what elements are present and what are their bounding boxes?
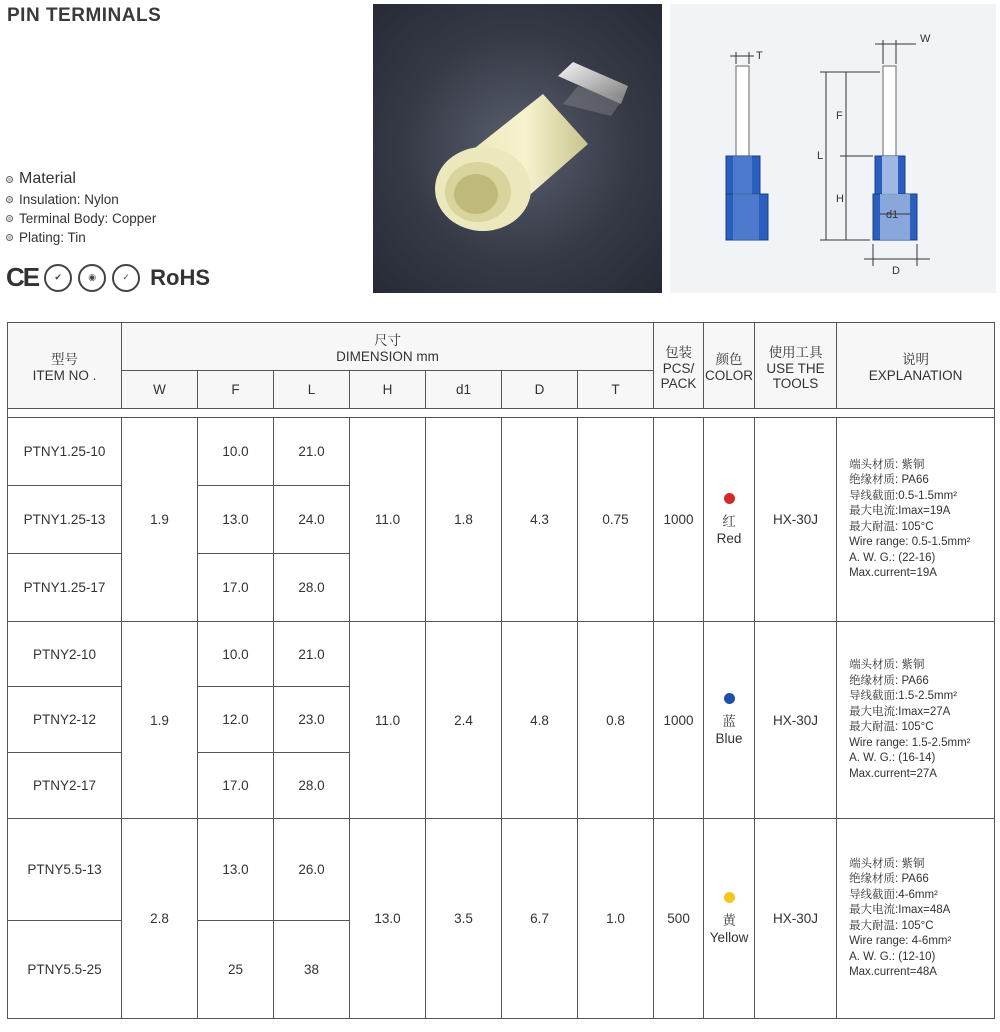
header-text: 包装 xyxy=(665,344,693,360)
header-col-D: D xyxy=(502,371,578,409)
cell-pack: 1000 xyxy=(654,418,704,622)
cell-D: 4.3 xyxy=(502,418,578,622)
color-en: Blue xyxy=(715,731,743,746)
item-name: PTNY2-10 xyxy=(8,622,122,687)
cell-color xyxy=(704,418,755,622)
product-photo xyxy=(373,4,662,293)
item-name: PTNY2-12 xyxy=(8,687,122,753)
header-col-F: F xyxy=(198,371,274,409)
color-cn: 蓝 xyxy=(722,714,736,729)
cell-color xyxy=(704,622,755,819)
dim-label-L: L xyxy=(817,150,824,162)
header-text: USE THE xyxy=(766,360,825,376)
expl-line: A. W. G.: (16-14) xyxy=(849,752,936,764)
header-text: PCS/ xyxy=(662,360,695,376)
expl-line: Max.current=48A xyxy=(849,966,937,978)
bullet-icon xyxy=(6,234,13,241)
expl-line: Wire range: 4-6mm² xyxy=(849,935,952,947)
cell-tool: HX-30J xyxy=(755,622,837,819)
material-section xyxy=(6,170,156,249)
cell-H: 11.0 xyxy=(350,418,426,622)
cell-W: 1.9 xyxy=(122,622,198,819)
header-col-L: L xyxy=(274,371,350,409)
dim-label-W: W xyxy=(920,33,931,45)
header-text: TOOLS xyxy=(772,375,819,391)
header-text: DIMENSION mm xyxy=(336,349,439,364)
color-en: Red xyxy=(716,530,742,546)
cell-pack: 1000 xyxy=(654,622,704,819)
cell-L: 26.0 xyxy=(274,819,350,921)
cell-F: 10.0 xyxy=(198,418,274,486)
material-heading-text: Material xyxy=(19,170,76,187)
yellow-dot-icon xyxy=(724,892,735,903)
cell-d1: 1.8 xyxy=(426,418,502,622)
header-text: 型号 xyxy=(51,352,78,367)
header-col-W: W xyxy=(122,371,198,409)
front-view-drawing xyxy=(726,50,768,240)
item-name: PTNY5.5-25 xyxy=(8,921,122,1019)
expl-line: 绝缘材质: PA66 xyxy=(849,474,929,486)
blue-dot-icon xyxy=(724,693,735,704)
spec-table xyxy=(7,322,995,1019)
expl-line: 最大耐温: 105°C xyxy=(849,520,934,533)
material-line-text: Plating: Tin xyxy=(19,230,86,245)
material-line-insulation xyxy=(6,192,156,207)
cell-L: 21.0 xyxy=(274,622,350,687)
cell-F: 25 xyxy=(198,921,274,1019)
red-dot-icon xyxy=(724,493,735,504)
cell-d1: 3.5 xyxy=(426,819,502,1019)
item-name: PTNY1.25-17 xyxy=(8,554,122,622)
cell-d1: 2.4 xyxy=(426,622,502,819)
cell-L: 28.0 xyxy=(274,753,350,819)
expl-line: Max.current=27A xyxy=(849,767,937,780)
quality-cert-icon: ✔ xyxy=(44,264,72,292)
header-text: COLOR xyxy=(705,368,754,383)
expl-line: 端头材质: 紫铜 xyxy=(849,857,925,870)
bullet-icon xyxy=(6,176,13,183)
cell-F: 17.0 xyxy=(198,753,274,819)
page-title: PIN TERMINALS xyxy=(7,5,162,26)
cell-L: 38 xyxy=(274,921,350,1019)
cell-F: 12.0 xyxy=(198,687,274,753)
header-item-no xyxy=(8,323,122,409)
dim-label-H: H xyxy=(836,193,844,205)
dim-label-D: D xyxy=(892,265,900,277)
cell-D: 4.8 xyxy=(502,622,578,819)
header-tools xyxy=(755,323,837,409)
dim-label-T: T xyxy=(756,50,763,62)
expl-line: 导线截面:1.5-2.5mm² xyxy=(849,690,958,702)
dimension-drawing xyxy=(670,4,996,293)
cell-color xyxy=(704,819,755,1019)
header-col-T: T xyxy=(578,371,654,409)
cell-tool: HX-30J xyxy=(755,418,837,622)
cell-W: 1.9 xyxy=(122,418,198,622)
material-line-plating xyxy=(6,230,156,245)
ce-mark: CE xyxy=(6,262,39,292)
expl-line: 端头材质: 紫铜 xyxy=(849,659,925,671)
cell-F: 13.0 xyxy=(198,486,274,554)
bullet-icon xyxy=(6,215,13,222)
material-line-text: Insulation: Nylon xyxy=(19,192,119,207)
dim-label-F: F xyxy=(836,110,843,122)
expl-line: 最大电流:Imax=48A xyxy=(849,904,951,916)
cell-L: 28.0 xyxy=(274,554,350,622)
cell-explanation xyxy=(837,622,995,819)
item-name: PTNY1.25-13 xyxy=(8,486,122,554)
dim-label-d1: d1 xyxy=(886,209,899,221)
header-col-H: H xyxy=(350,371,426,409)
cell-D: 6.7 xyxy=(502,819,578,1019)
header-dimension xyxy=(122,323,654,371)
cell-pack: 500 xyxy=(654,819,704,1019)
expl-line: 绝缘材质: PA66 xyxy=(849,873,929,885)
expl-line: Max.current=19A xyxy=(849,567,937,579)
sgs-cert-icon: ✓ xyxy=(112,264,140,292)
expl-line: A. W. G.: (22-16) xyxy=(849,551,936,564)
material-line-body xyxy=(6,211,156,226)
expl-line: 最大耐温: 105°C xyxy=(849,919,934,932)
item-name: PTNY5.5-13 xyxy=(8,819,122,921)
color-en: Yellow xyxy=(709,929,749,945)
ul-style-cert-icon: ◉ xyxy=(78,264,106,292)
cell-T: 1.0 xyxy=(578,819,654,1019)
item-name: PTNY1.25-10 xyxy=(8,418,122,486)
table-row xyxy=(8,622,995,687)
item-name: PTNY2-17 xyxy=(8,753,122,819)
color-cn: 黄 xyxy=(722,912,736,928)
rohs-mark: RoHS xyxy=(150,264,211,290)
header-text: EXPLANATION xyxy=(868,368,963,383)
header-text: 颜色 xyxy=(715,352,743,367)
expl-line: A. W. G.: (12-10) xyxy=(849,950,936,963)
expl-line: 导线截面:0.5-1.5mm² xyxy=(849,489,958,502)
header-text: ITEM NO . xyxy=(32,368,97,383)
bullet-icon xyxy=(6,196,13,203)
cell-F: 10.0 xyxy=(198,622,274,687)
header-pack xyxy=(654,323,704,409)
expl-line: 最大电流:Imax=19A xyxy=(849,505,951,517)
cell-T: 0.75 xyxy=(578,418,654,622)
cell-H: 13.0 xyxy=(350,819,426,1019)
side-view-drawing xyxy=(817,33,931,277)
header-text: PACK xyxy=(660,375,697,391)
cell-L: 23.0 xyxy=(274,687,350,753)
header-text: 尺寸 xyxy=(374,333,402,348)
material-heading xyxy=(6,170,156,188)
cell-L: 24.0 xyxy=(274,486,350,554)
expl-line: Wire range: 0.5-1.5mm² xyxy=(849,536,971,548)
cell-tool: HX-30J xyxy=(755,819,837,1019)
cell-W: 2.8 xyxy=(122,819,198,1019)
expl-line: 导线截面:4-6mm² xyxy=(849,888,938,901)
header-col-d1: d1 xyxy=(426,371,502,409)
cell-explanation xyxy=(837,418,995,622)
expl-line: 端头材质: 紫铜 xyxy=(849,458,925,471)
header-text: 使用工具 xyxy=(768,344,823,360)
pin-terminal-photo-icon xyxy=(373,4,662,293)
header-explanation xyxy=(837,323,995,409)
cell-L: 21.0 xyxy=(274,418,350,486)
header-text: 说明 xyxy=(902,352,930,367)
cell-F: 17.0 xyxy=(198,554,274,622)
expl-line: 最大电流:Imax=27A xyxy=(849,705,951,718)
header-color xyxy=(704,323,755,409)
material-line-text: Terminal Body: Copper xyxy=(19,211,157,226)
cell-F: 13.0 xyxy=(198,819,274,921)
table-row xyxy=(8,819,995,921)
cell-explanation xyxy=(837,819,995,1019)
expl-line: 最大耐温: 105°C xyxy=(849,721,934,733)
cell-H: 11.0 xyxy=(350,622,426,819)
expl-line: Wire range: 1.5-2.5mm² xyxy=(849,736,971,749)
table-row xyxy=(8,418,995,486)
certification-logos xyxy=(6,262,210,293)
color-cn: 红 xyxy=(722,513,736,529)
expl-line: 绝缘材质: PA66 xyxy=(849,674,929,687)
cell-T: 0.8 xyxy=(578,622,654,819)
